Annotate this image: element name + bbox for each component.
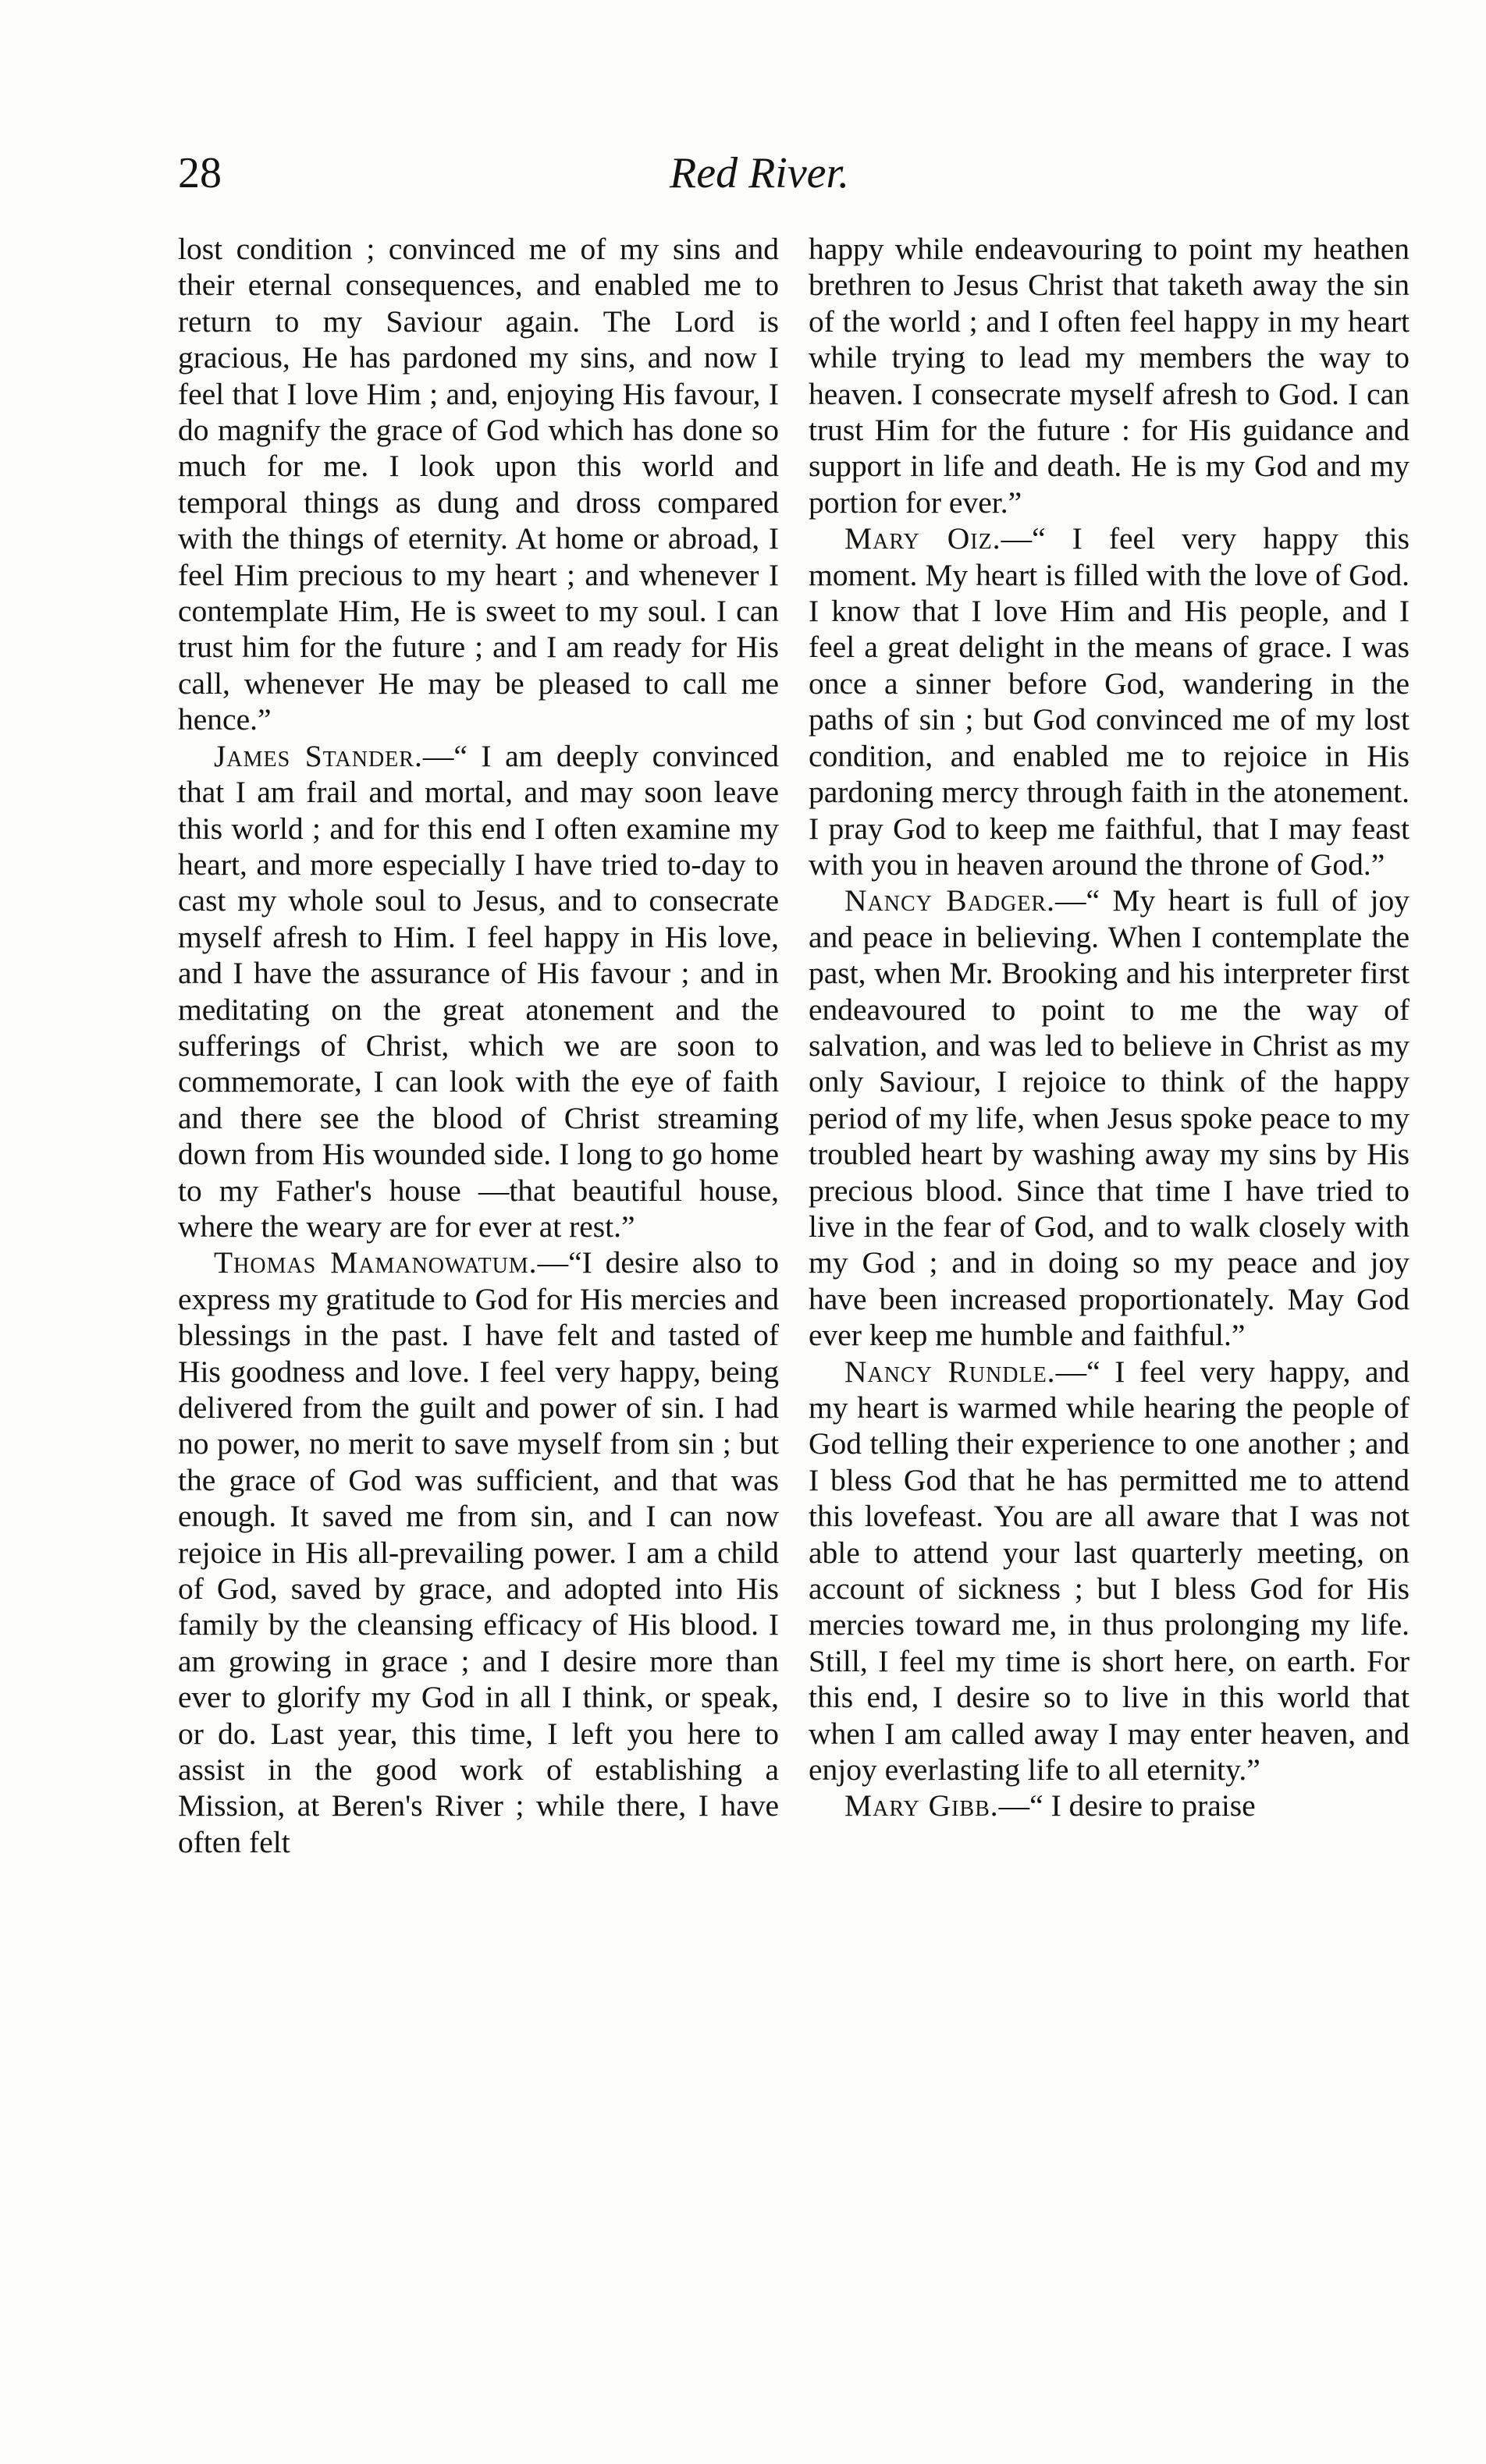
- paragraph: [178, 231, 779, 738]
- paragraph-text: —“ I am deeply convinced that I am frail and mortal, and may soon leave this world ; and for this end I often examine my heart, and more especially I have tried to-day to cast my whole soul to Jesus, and to consecrate myself afresh to Him. I feel happy in His love, and I have the assurance of His favour ; and in meditating on the great atonement and the sufferings of Christ, which we are soon to commemorate, I can look with the eye of faith and there see the blood of Christ streaming down from His wounded side. I long to go home to my Father's house —that beautiful house, where the weary are for ever at rest.”: [178, 738, 779, 1244]
- speaker-name: Mary Gibb.: [844, 1788, 999, 1823]
- left-column: [178, 231, 779, 1860]
- paragraph-text: —“I desire also to express my gratitude to God for His mercies and blessings in the past. I have felt and tasted of His goodness and love. I feel very happy, being delivered from the guilt and power of sin. I had no power, no merit to save myself from sin ; but the grace of God was sufficient, and that was enough. It saved me from sin, and I can now rejoice in His all-prevailing power. I am a child of God, saved by grace, and adopted into His family by the cleansing efficacy of His blood. I am growing in grace ; and I desire more than ever to glorify my God in all I think, or speak, or do. Last year, this time, I left you here to assist in the good work of establishing a Mission, at Beren's River ; while there, I have often felt: [178, 1245, 779, 1859]
- speaker-name: Nancy Rundle.: [844, 1354, 1056, 1389]
- page-number: 28: [178, 149, 222, 197]
- paragraph-text: —“ My heart is full of joy and peace in believing. When I contemplate the past, when Mr. Brooking and his interpreter first endeavoured to point to me the way of salvation, and was led to believe in Christ as my only Saviour, I rejoice to think of the happy period of my life, when Jesus spoke peace to my troubled heart by washing away my sins by His precious blood. Since that time I have tried to live in the fear of God, and to walk closely with my God ; and in doing so my peace and joy have been increased proportionately. May God ever keep me humble and faithful.”: [809, 883, 1410, 1353]
- speaker-name: Nancy Badger.: [844, 883, 1055, 918]
- page-header: [178, 150, 1408, 212]
- paragraph-text: —“ I feel very happy this moment. My heart is filled with the love of God. I know that I love Him and His people, and I feel a great delight in the means of grace. I was once a sinner before God, wandering in the paths of sin ; but God convinced me of my lost condition, and enabled me to rejoice in His pardoning mercy through faith in the atonement. I pray God to keep me faithful, that I may feast with you in heaven around the throne of God.”: [809, 521, 1410, 882]
- paragraph: [178, 1244, 779, 1860]
- paragraph-text: —“ I feel very happy, and my heart is warmed while hearing the people of God telling their experience to one another ; and I bless God that he has permitted me to attend this lovefeast. You are all aware that I was not able to attend your last quarterly meeting, on account of sickness ; but I bless God for His mercies toward me, in thus prolonging my life. Still, I feel my time is short here, on earth. For this end, I desire so to live in this world that when I am called away I may enter heaven, and enjoy everlasting life to all eternity.”: [809, 1354, 1410, 1788]
- right-column: [809, 231, 1410, 1824]
- speaker-name: James Stander.: [214, 738, 423, 773]
- paragraph-text: lost condition ; convinced me of my sins and their eternal consequences, and enabled me to return to my Saviour again. The Lord is gracious, He has pardoned my sins, and now I feel that I love Him ; and, enjoying His favour, I do magnify the grace of God which has done so much for me. I look upon this world and temporal things as dung and dross compared with the things of eternity. At home or abroad, I feel Him precious to my heart ; and whenever I contemplate Him, He is sweet to my soul. I can trust him for the future ; and I am ready for His call, whenever He may be pleased to call me hence.”: [178, 232, 779, 737]
- speaker-name: Mary Oiz.: [844, 521, 1001, 556]
- running-title: Red River.: [670, 149, 850, 197]
- paragraph: [809, 520, 1410, 882]
- paragraph: [809, 1354, 1410, 1788]
- paragraph: [809, 231, 1410, 520]
- speaker-name: Thomas Mamanowatum.: [214, 1245, 538, 1280]
- paragraph-text: happy while endeavouring to point my heathen brethren to Jesus Christ that taketh away the sin of the world ; and I often feel happy in my heart while trying to lead my members the way to heaven. I consecrate myself afresh to God. I can trust Him for the future : for His guidance and support in life and death. He is my God and my portion for ever.”: [809, 232, 1410, 520]
- paragraph: [809, 1788, 1410, 1823]
- paragraph-text: —“ I desire to praise: [998, 1788, 1256, 1823]
- paragraph: [809, 882, 1410, 1353]
- text-columns: [178, 231, 1408, 2353]
- paragraph: [178, 738, 779, 1245]
